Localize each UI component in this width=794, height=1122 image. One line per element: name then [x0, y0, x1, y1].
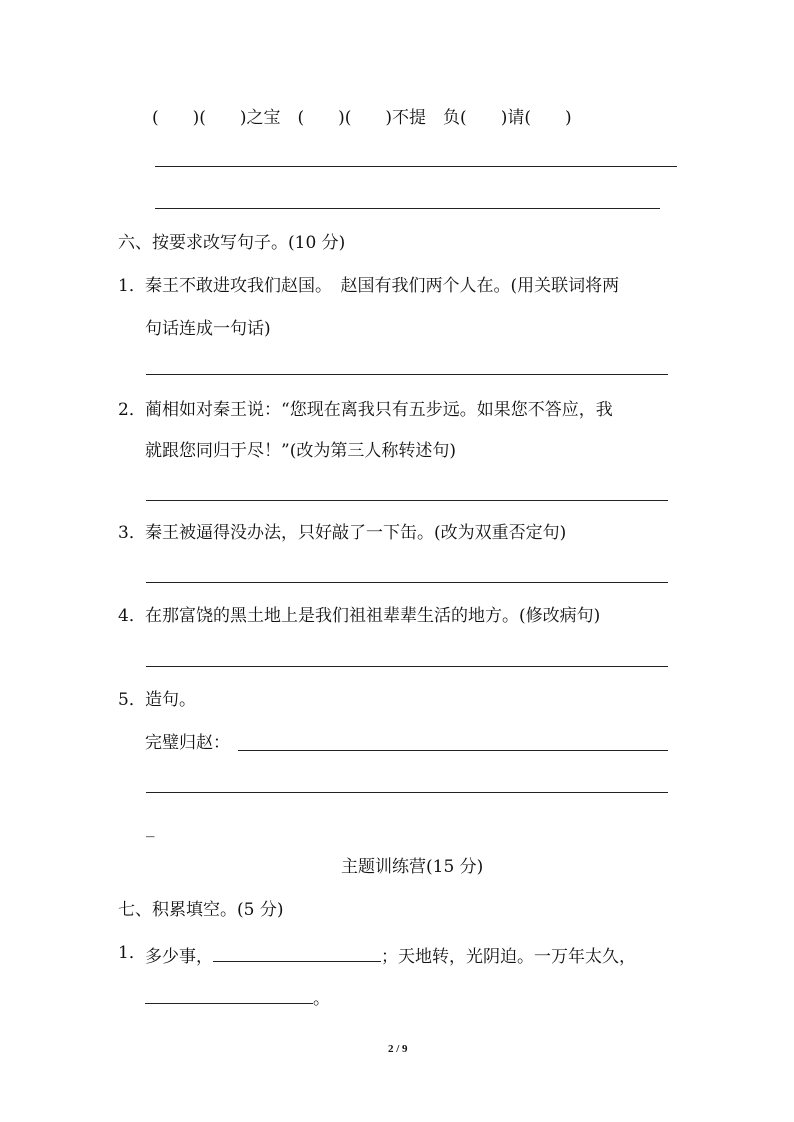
answer-line[interactable]	[146, 666, 668, 667]
fill-text-a: 多少事，	[145, 947, 213, 967]
answer-line[interactable]	[146, 582, 668, 583]
question-number: 2．	[118, 400, 146, 420]
answer-line[interactable]	[146, 500, 668, 501]
fill-blank-line	[145, 985, 330, 1009]
fill-blank[interactable]	[145, 985, 313, 1004]
page-number: 2 / 9	[388, 1043, 408, 1055]
question-1-text-cont: 句话连成一句话)	[145, 319, 271, 339]
answer-line[interactable]	[238, 750, 668, 751]
question-4-text: 在那富饶的黑土地上是我们祖祖辈辈生活的地方。(修改病句)	[145, 606, 601, 626]
question-number: 1．	[118, 276, 146, 296]
question-number: 4．	[118, 606, 146, 626]
question-number: 3．	[118, 523, 146, 543]
question-number: 5．	[118, 690, 146, 710]
sentence-prompt: 完璧归赵：	[145, 733, 230, 753]
answer-line[interactable]	[155, 208, 660, 209]
fill-blank-line	[145, 943, 636, 967]
answer-line[interactable]	[146, 374, 668, 375]
section-6-heading: 六、按要求改写句子。(10 分)	[118, 233, 346, 253]
trailing-underscore: _	[146, 818, 155, 838]
answer-line[interactable]	[146, 792, 668, 793]
question-1-text: 秦王不敢进攻我们赵国。 赵国有我们两个人在。(用关联词将两	[145, 276, 620, 296]
fill-text-b: ；天地转，光阴迫。一万年太久，	[381, 947, 636, 967]
camp-title: 主题训练营(15 分)	[341, 857, 484, 877]
question-number: 1．	[118, 943, 146, 963]
question-2-text-cont: 就跟您同归于尽！”(改为第三人称转述句)	[145, 441, 456, 461]
section-7-heading: 七、积累填空。(5 分)	[118, 900, 284, 920]
answer-line[interactable]	[155, 166, 677, 167]
question-3-text: 秦王被逼得没办法，只好敲了一下缶。(改为双重否定句)	[145, 523, 567, 543]
fill-blank[interactable]	[213, 943, 381, 962]
fill-text-c: 。	[313, 989, 330, 1009]
idiom-blanks-row: ( )( )之宝 ( )( )不提 负( )请( )	[152, 108, 572, 128]
question-5-text: 造句。	[145, 690, 196, 710]
question-2-text: 蔺相如对秦王说：“您现在离我只有五步远。如果您不答应，我	[145, 400, 613, 420]
